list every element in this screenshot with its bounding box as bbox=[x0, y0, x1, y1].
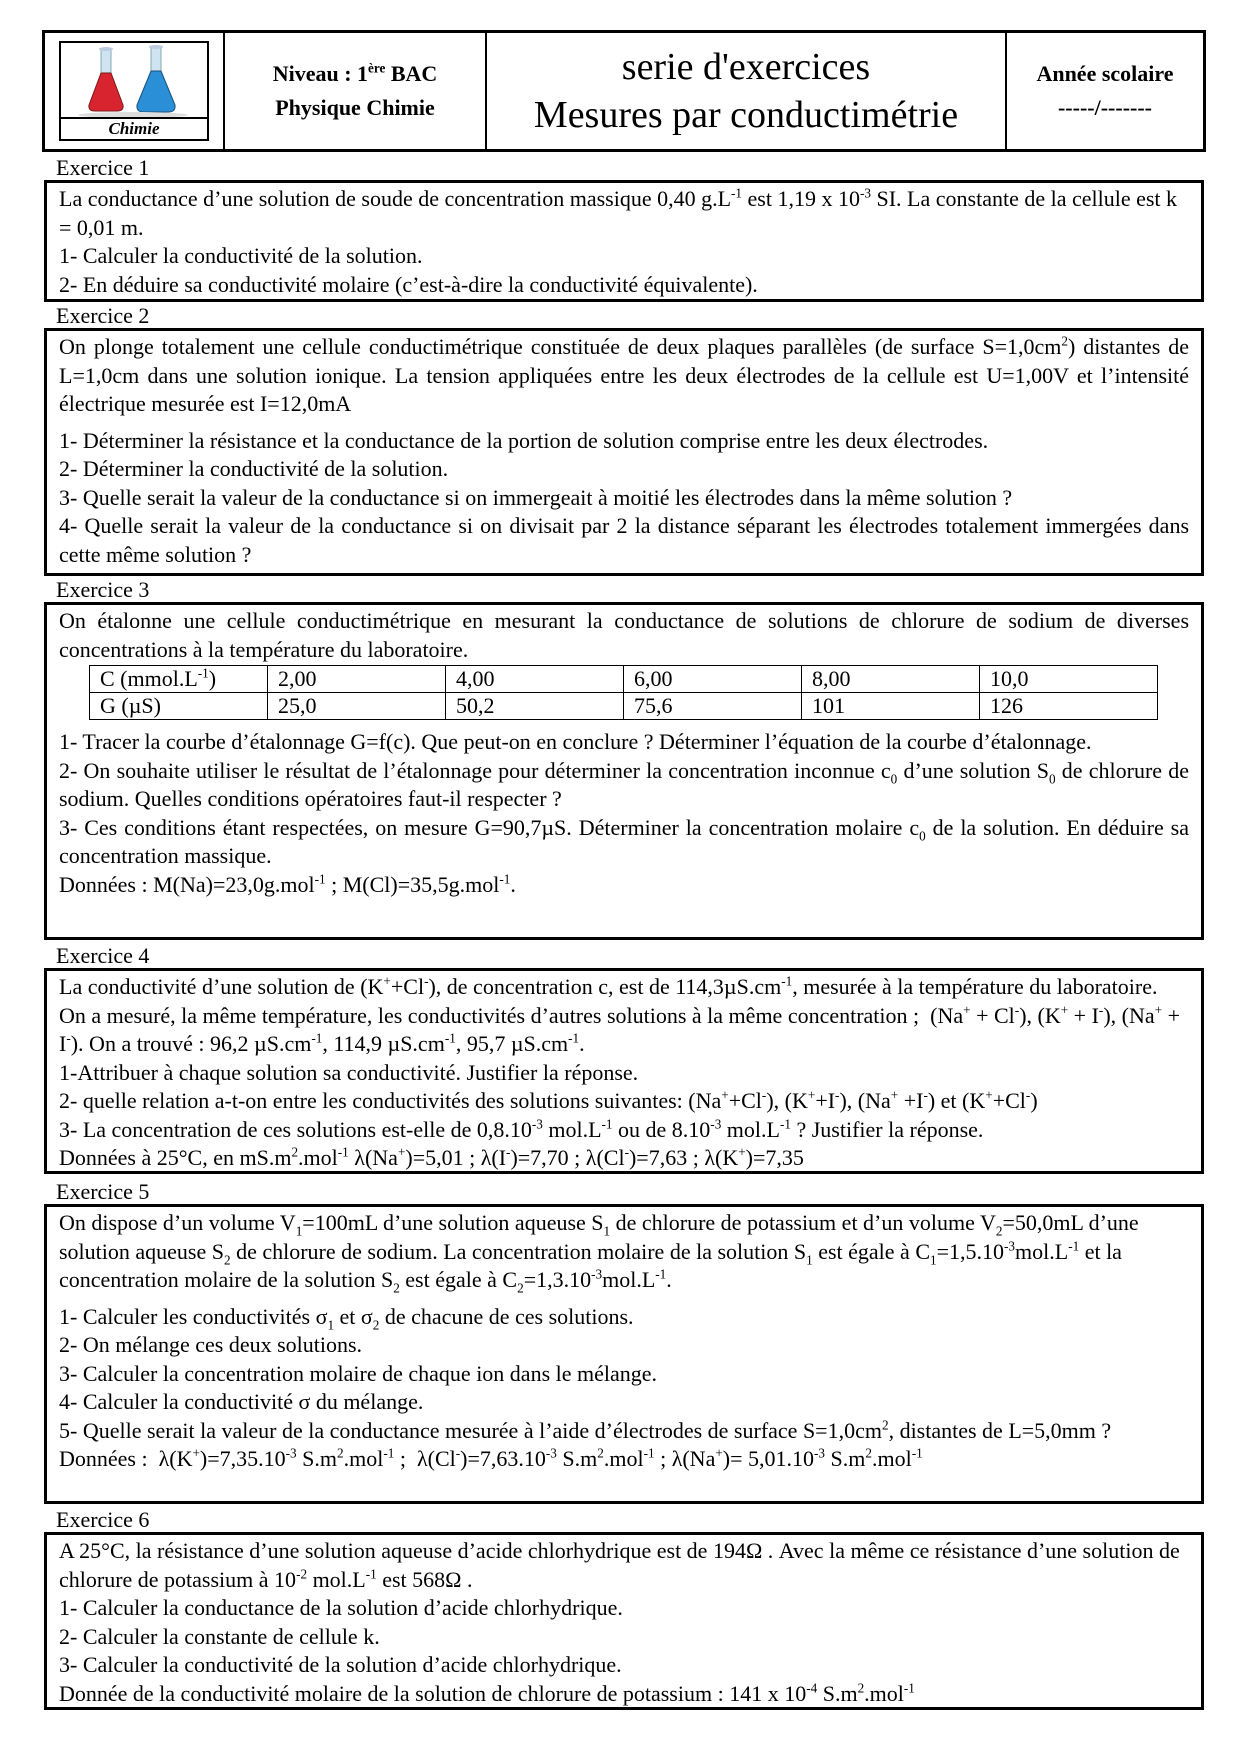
exercise-5-q5: 5- Quelle serait la valeur de la conductance mesurée à l’aide d’électrodes de surface $S=1,0cm^2$, distantes de L=5,0mm ? bbox=[59, 1417, 1112, 1443]
exercise-5-q2: 2- On mélange ces deux solutions. bbox=[59, 1332, 363, 1357]
flasks-icon bbox=[61, 43, 207, 119]
exercise-4-box bbox=[44, 968, 1204, 1174]
exercise-2-label: Exercice 2 bbox=[56, 303, 150, 328]
table-cell: 2,00 bbox=[268, 666, 446, 693]
table-header-cell: C $(mmol.L^{-1})$ bbox=[90, 666, 268, 693]
exercise-2-q1: 1- Déterminer la résistance et la conductance de la portion de solution comprise entre les deux électrodes. bbox=[59, 427, 989, 453]
logo bbox=[59, 41, 209, 141]
exercise-5-q4: 4- Calculer la conductivité σ du mélange. bbox=[59, 1389, 424, 1414]
exercise-6-statement: A 25°C, la résistance d’une solution aqueuse d’acide chlorhydrique est de 194Ω . Avec la même ce résistance d’une solution de chlorure de potassium à $10^{-2}$ $mol.L^{-1}$ est 568Ω . bbox=[59, 1538, 1180, 1592]
niveau-text: Niveau : 1ère BAC bbox=[272, 60, 438, 86]
title-cell bbox=[487, 33, 1007, 149]
exercise-6-q2: 2- Calculer la constante de cellule k. bbox=[59, 1623, 380, 1649]
table-cell: 126 bbox=[980, 693, 1158, 720]
exercise-3-q2: 2- On souhaite utiliser le résultat de l’étalonnage pour déterminer la concentration inconnue $c_0$ d’une solution $S_0$ de chlorure de sodium. Quelles conditions opératoires faut-il respecter ? bbox=[59, 757, 1189, 811]
exercise-2-q3: 3- Quelle serait la valeur de la conductance si on immergeait à moitié les électrodes dans la même solution ? bbox=[59, 484, 1013, 510]
page-title: Mesures par conductimétrie bbox=[533, 94, 959, 136]
exercise-5-q1: 1- Calculer les conductivités $\sigma_1$ et $\sigma_2$ de chacune de ces solutions. bbox=[59, 1303, 634, 1332]
table-row bbox=[90, 666, 1158, 693]
exercise-3-q1: 1- Tracer la courbe d’étalonnage G=f(c). Que peut-on en conclure ? Déterminer l’équation de la courbe d’étalonnage. bbox=[59, 729, 1092, 754]
exercise-5-q3: 3- Calculer la concentration molaire de chaque ion dans le mélange. bbox=[59, 1360, 658, 1386]
table-cell: 6,00 bbox=[624, 666, 802, 693]
niveau-cell bbox=[225, 33, 487, 149]
annee-value: -----/------- bbox=[1057, 95, 1153, 120]
exercise-1-label: Exercice 1 bbox=[56, 155, 150, 180]
table-cell: 10,0 bbox=[980, 666, 1158, 693]
exercise-3-statement: On étalonne une cellule conductimétrique en mesurant la conductance de solutions de chlorure de sodium de diverses concentrations à la température du laboratoire. bbox=[59, 608, 1189, 662]
table-row bbox=[90, 693, 1158, 720]
table-cell: 50,2 bbox=[446, 693, 624, 720]
exercise-4-statement: La conductivité d’une solution de (K++Cl-), de concentration c, est de $114,3\mu S.cm^{-1}$, mesurée à la température du laboratoire. On a mesuré, la même température, les conductivités d’autres solutions à la même concentration ; (Na+ + Cl-), (K+ + I-), (Na+ + I-). On a trouvé : 96,2 $\mu S.cm^{-1}$, 114,9 $\mu S.cm^{-1}$, 95,7 $\mu S.cm^{-1}$. bbox=[59, 973, 1180, 1056]
exercise-6-q1: 1- Calculer la conductance de la solution d’acide chlorhydrique. bbox=[59, 1595, 623, 1620]
exercise-3-data: Données : M(Na)=23,0g.mol$^{-1}$ ; M(Cl)=35,5g.mol$^{-1}$. bbox=[59, 871, 516, 897]
table-cell: 8,00 bbox=[802, 666, 980, 693]
exercise-6-box bbox=[44, 1532, 1204, 1710]
exercise-6-label: Exercice 6 bbox=[56, 1507, 150, 1532]
exercise-4-q3: 3- La concentration de ces solutions est-elle de $0,8.10^{-3}$ $mol.L^{-1}$ ou de $8.10^{-3}$ $mol.L^{-1}$ ? Justifier la réponse. bbox=[59, 1116, 984, 1142]
exercise-5-data: Données : $\lambda(K^+)=7,35.10^{-3}$ $S.m^2.mol^{-1}$ ; $\lambda(Cl^-)=7,63.10^{-3}$ $S.m^2.mol^{-1}$ ; $\lambda(Na^+)= 5,01.10^{-3}$ $S.m^2.mol^{-1}$ bbox=[59, 1445, 923, 1471]
exercise-6-data: Donnée de la conductivité molaire de la solution de chlorure de potassium : 141 x $10^{-4}$ $S.m^2.mol^{-1}$ bbox=[59, 1680, 915, 1706]
exercise-1-box bbox=[44, 180, 1204, 302]
series-title: serie d'exercices bbox=[621, 46, 871, 88]
subject-text: Physique Chimie bbox=[275, 95, 435, 120]
exercise-2-box bbox=[44, 328, 1204, 576]
exercise-4-q2: 2- quelle relation a-t-on entre les conductivités des solutions suivantes: (Na++Cl-), (K++I-), (Na+ +I-) et (K++Cl-) bbox=[59, 1087, 1038, 1113]
exercise-2-statement: On plonge totalement une cellule conductimétrique constituée de deux plaques parallèles (de surface $S=1,0cm^2$) distantes de L=1,0cm dans une solution ionique. La tension appliquées entre les deux électrodes de la cellule est U=1,00V et l’intensité électrique mesurée est I=12,0mA bbox=[59, 333, 1189, 416]
page-header bbox=[42, 30, 1206, 152]
table-cell: 101 bbox=[802, 693, 980, 720]
annee-cell bbox=[1007, 33, 1203, 149]
annee-label: Année scolaire bbox=[1036, 61, 1174, 86]
exercise-2-q4: 4- Quelle serait la valeur de la conductance si on divisait par 2 la distance séparant les électrodes totalement immergées dans cette même solution ? bbox=[59, 513, 1189, 567]
exercise-2-q2: 2- Déterminer la conductivité de la solution. bbox=[59, 456, 449, 481]
exercise-5-label: Exercice 5 bbox=[56, 1179, 150, 1204]
calibration-table bbox=[89, 665, 1158, 720]
exercise-5-statement: On dispose d’un volume $V_1=100mL$ d’une solution aqueuse $S_1$ de chlorure de potassium et d’un volume $V_2=50,0mL$ d’une solution aqueuse $S_2$ de chlorure de sodium. La concentration molaire de la solution $S_1$ est égale à $C_1=1,5.10^{-3}mol.L^{-1}$ et la concentration molaire de la solution $S_2$ est égale à $C_2=1,3.10^{-3}mol.L^{-1}$. bbox=[59, 1210, 1139, 1296]
exercise-3-label: Exercice 3 bbox=[56, 577, 150, 602]
exercise-6-q3: 3- Calculer la conductivité de la solution d’acide chlorhydrique. bbox=[59, 1652, 622, 1677]
logo-label: Chimie bbox=[61, 117, 207, 139]
exercise-1-q1: 1- Calculer la conductivité de la solution. bbox=[59, 243, 423, 268]
table-cell: 75,6 bbox=[624, 693, 802, 720]
exercise-4-label: Exercice 4 bbox=[56, 943, 150, 968]
exercise-4-data: Données à 25°C, en $mS.m^2.mol^{-1}$ λ(Na+)=5,01 ; λ(I-)=7,70 ; λ(Cl-)=7,63 ; λ(K+)=7,35 bbox=[59, 1144, 804, 1170]
exercise-5-box bbox=[44, 1204, 1204, 1504]
exercise-3-box bbox=[44, 602, 1204, 940]
table-cell: 4,00 bbox=[446, 666, 624, 693]
logo-cell bbox=[45, 33, 225, 149]
exercise-3-q3: 3- Ces conditions étant respectées, on mesure G=90,7µS. Déterminer la concentration molaire $c_0$ de la solution. En déduire sa concentration massique. bbox=[59, 814, 1190, 868]
table-header-cell: G (µS) bbox=[90, 693, 268, 720]
exercise-4-q1: 1-Attribuer à chaque solution sa conductivité. Justifier la réponse. bbox=[59, 1059, 639, 1085]
exercise-1-q2: 2- En déduire sa conductivité molaire (c’est-à-dire la conductivité équivalente). bbox=[59, 271, 758, 297]
table-cell: 25,0 bbox=[268, 693, 446, 720]
exercise-1-statement: La conductance d’une solution de soude de concentration massique 0,40 $g.L^{-1}$ est 1,19 x $10^{-3}$ SI. La constante de la cellule est k = 0,01 m. bbox=[59, 185, 1178, 240]
